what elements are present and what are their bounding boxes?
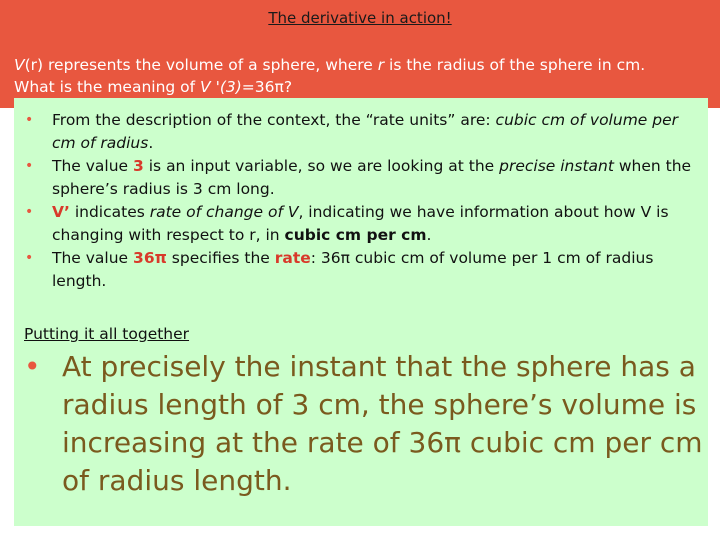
section-heading: Putting it all together xyxy=(24,325,190,343)
summary-text: At precisely the instant that the sphere has a radius length of 3 cm, the sphere’s volume is increasing at the rate of 36π cubic cm per cm of radius length. xyxy=(62,350,703,497)
bullet-icon: • xyxy=(25,204,34,220)
bullet-text-mid: indicates xyxy=(69,203,150,221)
question-r2: r xyxy=(377,56,385,74)
question-text xyxy=(14,54,714,98)
question-line1-rest: represents the volume of a sphere, where xyxy=(43,56,378,74)
title-banner xyxy=(0,0,720,108)
bullet-emphasis: rate of change of V xyxy=(149,203,299,221)
bullet-text: , indicating we have information about how V is changing with respect to r, in xyxy=(52,203,669,244)
list-item xyxy=(24,201,704,247)
bullet-highlight: 3 xyxy=(133,157,144,175)
bullet-text-mid: is an input variable, so we are looking at the xyxy=(143,157,500,175)
summary-statement xyxy=(24,348,708,500)
bullet-text: The value xyxy=(52,157,134,175)
question-line2-end: =36π? xyxy=(241,78,293,96)
bullet-text: The value xyxy=(52,249,134,267)
question-expression: V '(3) xyxy=(200,78,242,96)
content-panel xyxy=(14,98,708,526)
bullet-text-end: . xyxy=(426,226,432,244)
bullet-text: From the description of the context, the “rate units” are: xyxy=(52,111,496,129)
question-line2-start: What is the meaning of xyxy=(14,78,201,96)
bullet-text-end: . xyxy=(148,134,154,152)
bullet-highlight: V’ xyxy=(52,203,70,221)
list-item xyxy=(24,155,704,201)
question-v: V xyxy=(14,56,25,74)
bullet-highlight: 36π xyxy=(133,249,167,267)
list-item xyxy=(24,247,704,293)
bullet-highlight-rate: rate xyxy=(274,249,311,267)
bullet-bold: cubic cm per cm xyxy=(284,226,427,244)
bullet-icon: • xyxy=(25,250,34,266)
bullet-text-mid: specifies the xyxy=(166,249,275,267)
bullet-icon: • xyxy=(25,112,34,128)
question-r: (r) xyxy=(24,56,44,74)
bullet-icon: • xyxy=(24,350,41,383)
bullet-emphasis: cubic cm of volume per cm of radius xyxy=(52,111,678,152)
list-item xyxy=(24,109,704,155)
bullet-text-end: : 36π cubic cm of volume per 1 cm of radius length. xyxy=(52,249,654,290)
bullet-text-end: when the sphere’s radius is 3 cm long. xyxy=(52,157,692,198)
explanation-list xyxy=(24,109,704,293)
question-line1-end: is the radius of the sphere in cm. xyxy=(384,56,646,74)
bullet-icon: • xyxy=(25,158,34,174)
slide-title: The derivative in action! xyxy=(268,9,452,27)
bullet-emphasis: precise instant xyxy=(499,157,614,175)
